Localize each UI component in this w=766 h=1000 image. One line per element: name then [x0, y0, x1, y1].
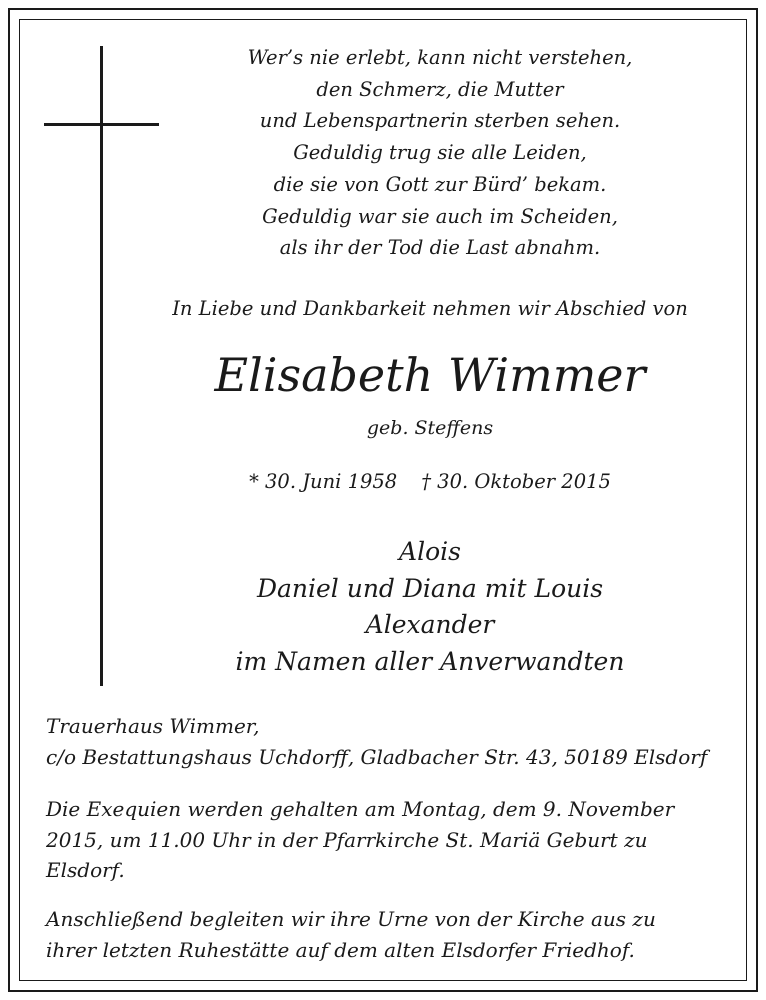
mourner-line: Daniel und Diana mit Louis [256, 573, 604, 603]
burial-line: Anschließend begleiten wir ihre Urne von der Kirche aus zu [46, 907, 656, 931]
mourner-line: im Namen aller Anverwandten [235, 646, 625, 676]
poem-line: und Lebenspartnerin sterben sehen. [259, 109, 621, 133]
life-dates [120, 467, 740, 497]
mourner-line: Alexander [365, 610, 495, 639]
poem-line: Wer’s nie erlebt, kann nicht verstehen, [247, 46, 633, 69]
exequies-notice [46, 794, 736, 886]
birth-date: * 30. Juni 1958 [249, 470, 398, 493]
death-date: † 30. Oktober 2015 [421, 470, 611, 493]
poem-line: Geduldig trug sie alle Leiden, [293, 141, 587, 165]
poem [160, 42, 720, 264]
poem-line: den Schmerz, die Mutter [316, 77, 564, 101]
cross-horizontal-bar [44, 123, 159, 126]
cross-vertical-bar [100, 46, 103, 686]
mourning-house-address [46, 711, 736, 772]
poem-line: Geduldig war sie auch im Scheiden, [262, 204, 618, 228]
poem-line: als ihr der Tod die Last abnahm. [279, 236, 601, 260]
burial-line: ihrer letzten Ruhestätte auf dem alten Elsdorfer Friedhof. [46, 937, 635, 962]
farewell-intro: In Liebe und Dankbarkeit nehmen wir Abschied von [172, 297, 688, 320]
exequies-line: Die Exequien werden gehalten am Montag, dem 9. November [46, 797, 675, 821]
poem-line: die sie von Gott zur Bürd’ bekam. [273, 172, 607, 196]
deceased-name: Elisabeth Wimmer [214, 348, 646, 402]
mourning-house-line: Trauerhaus Wimmer, [46, 714, 260, 738]
maiden-name: geb. Steffens [366, 417, 494, 439]
mourners-list [120, 534, 740, 680]
mourning-house-line: c/o Bestattungshaus Uchdorff, Gladbacher Str. 43, 50189 Elsdorf [46, 744, 708, 769]
exequies-line: 2015, um 11.00 Uhr in der Pfarrkirche St. Mariä Geburt zu [46, 827, 648, 852]
mourner-line: Alois [399, 537, 461, 566]
exequies-line: Elsdorf. [46, 858, 125, 882]
burial-notice [46, 904, 736, 965]
